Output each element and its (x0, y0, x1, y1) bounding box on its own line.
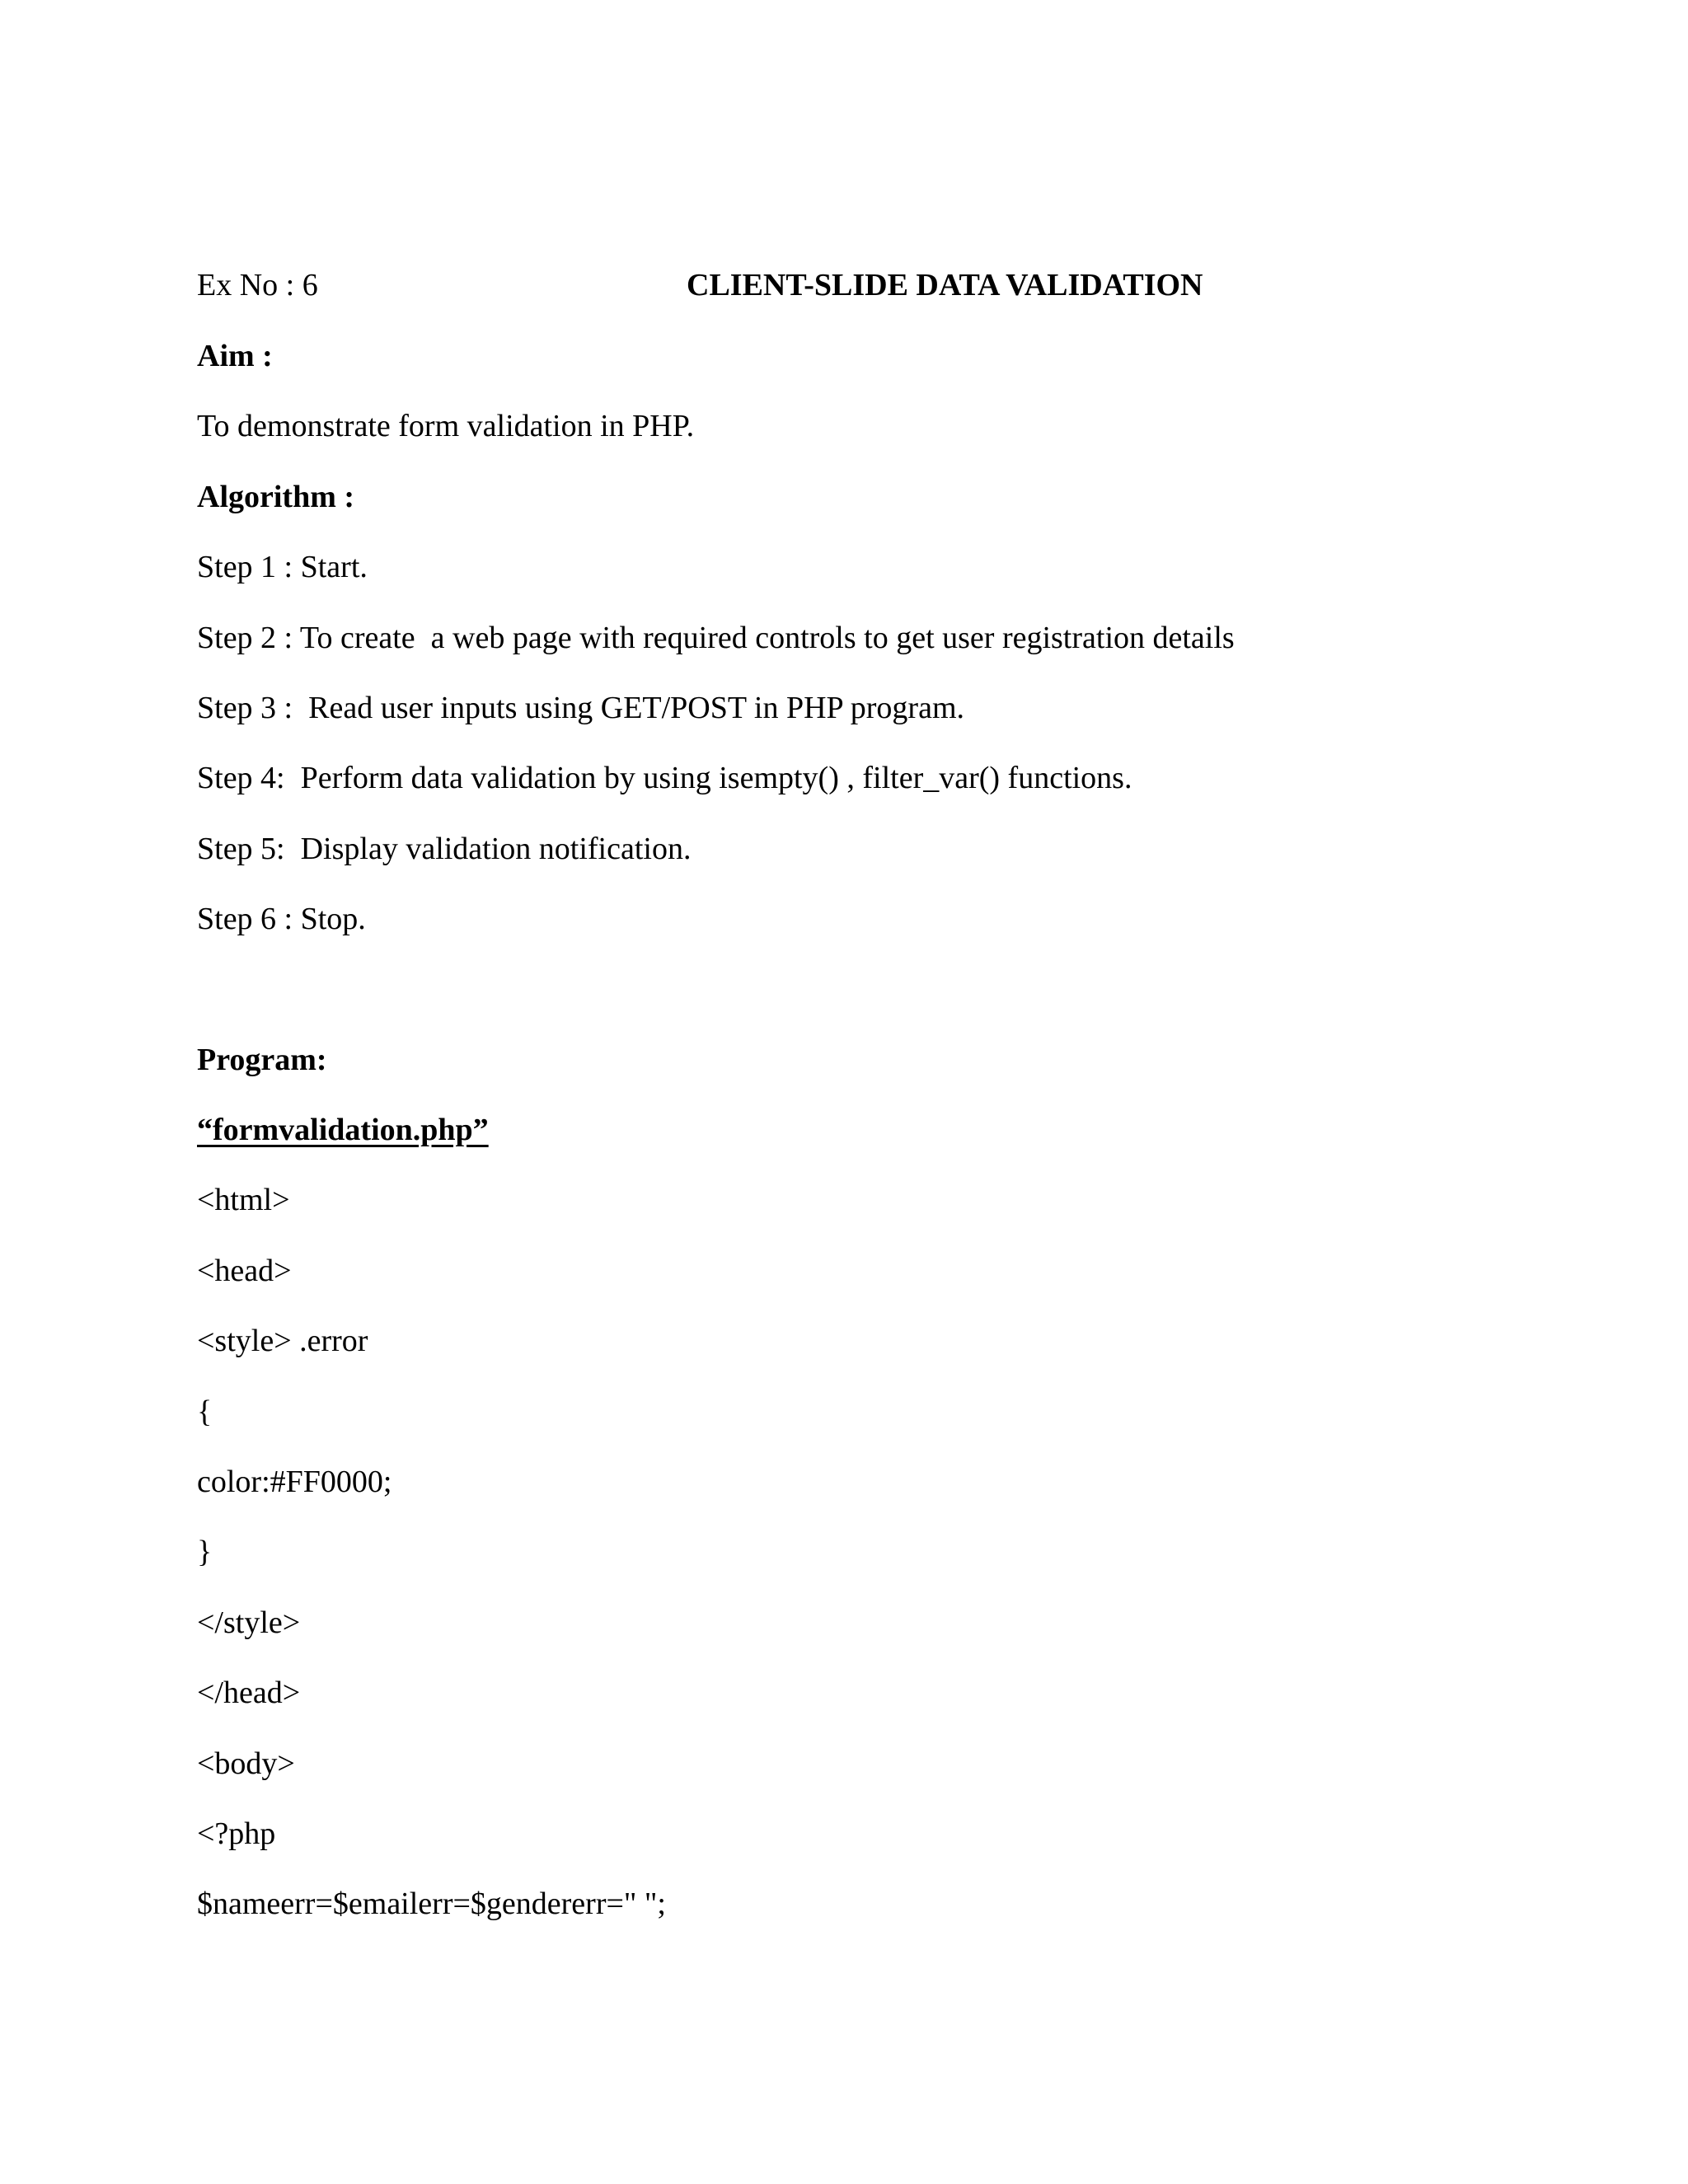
code-line: { (197, 1394, 213, 1429)
algorithm-step: Step 2 : To create a web page with required controls to get user registration details (197, 621, 1235, 655)
aim-heading: Aim : (197, 339, 273, 373)
algorithm-step: Step 1 : Start. (197, 550, 368, 584)
algorithm-step: Step 6 : Stop. (197, 902, 366, 936)
algorithm-step: Step 4: Perform data validation by using isempty() , filter_var() functions. (197, 761, 1132, 795)
code-line: <body> (197, 1746, 295, 1781)
code-line: <head> (197, 1254, 292, 1288)
code-line: <?php (197, 1816, 276, 1851)
code-line: </style> (197, 1605, 301, 1640)
code-line: $nameerr=$emailerr=$gendererr=" "; (197, 1886, 666, 1921)
code-line: </head> (197, 1675, 301, 1710)
program-filename: “formvalidation.php” (197, 1113, 489, 1147)
algorithm-step: Step 5: Display validation notification. (197, 832, 692, 866)
code-line: <style> .error (197, 1324, 368, 1358)
ex-number: Ex No : 6 (197, 268, 318, 302)
page-title: CLIENT-SLIDE DATA VALIDATION (687, 268, 1203, 302)
program-heading: Program: (197, 1043, 327, 1077)
code-line: } (197, 1535, 213, 1569)
code-line: color:#FF0000; (197, 1465, 392, 1499)
code-line: <html> (197, 1183, 290, 1217)
algorithm-heading: Algorithm : (197, 480, 355, 514)
algorithm-step: Step 3 : Read user inputs using GET/POST in PHP program. (197, 691, 964, 725)
aim-text: To demonstrate form validation in PHP. (197, 409, 695, 443)
